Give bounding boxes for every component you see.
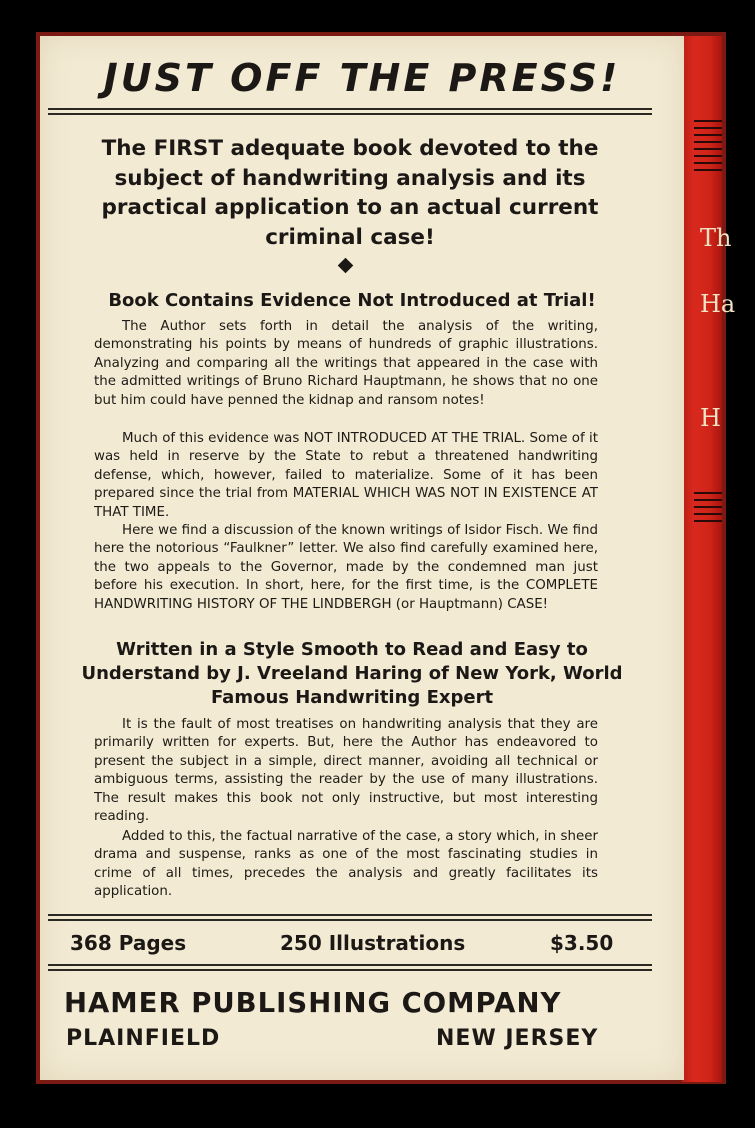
section2-paragraph: Added to this, the factual narrative of the case, a story which, in sheer drama and suspense, ranks as one of the most fascinating studies in crime of all times, precedes the analysis and greatly facilitates its application. xyxy=(94,829,598,900)
section2-heading: Written in a Style Smooth to Read and Easy to Understand by J. Vreeland Haring of New York, World Famous Handwriting Expert xyxy=(81,639,623,708)
publisher-name: HAMER PUBLISHING COMPANY xyxy=(64,987,562,1019)
spine-title-fragment-2: Ha xyxy=(700,290,736,318)
spine-rules-bottom xyxy=(694,492,722,527)
price: $3.50 xyxy=(550,931,614,955)
headline: JUST OFF THE PRESS! xyxy=(103,56,621,100)
page-count: 368 Pages xyxy=(70,931,187,955)
diamond-ornament xyxy=(338,258,354,274)
spine-rules-top xyxy=(694,120,722,176)
section1-paragraph: Here we find a discussion of the known writings of Isidor Fisch. We find here the notorious “Faulkner” letter. We also find carefully examined here, the two appeals to the Governor, made by the condemned man just before his execution. In short, here, for the first time, is the COMPLETE HANDWRITING HISTORY OF THE LINDBERGH (or Hauptmann) CASE! xyxy=(94,523,598,612)
publisher-state: NEW JERSEY xyxy=(436,1026,599,1051)
section1-heading: Book Contains Evidence Not Introduced at Trial! xyxy=(108,290,596,311)
publisher-city: PLAINFIELD xyxy=(66,1026,221,1051)
intro-statement: The FIRST adequate book devoted to the subject of handwriting analysis and its practical application to an actual current criminal case! xyxy=(101,136,599,250)
spine-title-fragment-3: H xyxy=(700,404,721,432)
section2-paragraph: It is the fault of most treatises on handwriting analysis that they are primarily written for experts. But, here the Author has endeavored to present the subject in a simple, direct manner, avoiding all technical or ambiguous terms, assisting the reader by the use of many illustrations. The result makes this book not only instructive, but most interesting reading. xyxy=(94,717,598,825)
back-cover xyxy=(40,36,684,1080)
rule-under-headline xyxy=(48,108,652,115)
rule-above-details xyxy=(48,914,652,921)
book-spine xyxy=(682,36,736,1082)
section1-paragraph: The Author sets forth in detail the analysis of the writing, demonstrating his points by means of hundreds of graphic illustrations. Analyzing and comparing all the writings that appeared in the case with the admitted writings of Bruno Richard Hauptmann, he shows that no one but him could have penned the kidnap and ransom notes! xyxy=(94,319,598,408)
section1-paragraph: Much of this evidence was NOT INTRODUCED AT THE TRIAL. Some of it was held in reserve by the State to rebut a threatened handwriting defense, which, however, failed to materialize. Some of it has been prepared since the trial from MATERIAL WHICH WAS NOT IN EXISTENCE AT THAT TIME. xyxy=(94,431,598,520)
spine-title-fragment-1: Th xyxy=(700,224,732,252)
rule-below-details xyxy=(48,964,652,971)
illustration-count: 250 Illustrations xyxy=(280,931,466,955)
